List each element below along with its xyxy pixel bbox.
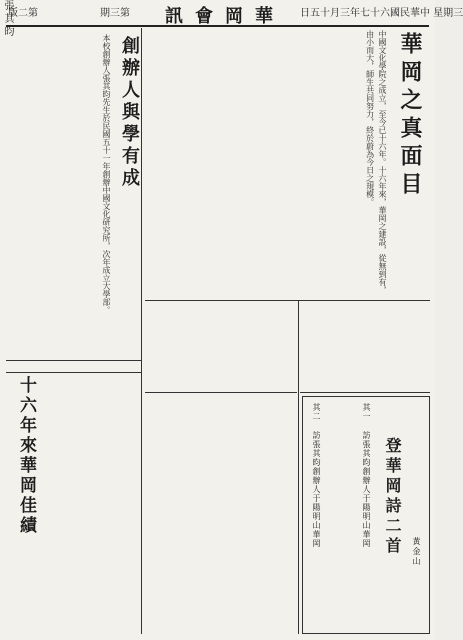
- section-divider: [6, 372, 141, 373]
- section-divider: [145, 392, 297, 393]
- achievement-article-title: 創辦人與學有成: [119, 36, 140, 190]
- poem-two-title: 其二 訪張其昀創辦人于陽明山華岡: [312, 403, 321, 548]
- sidebar-body: [42, 376, 138, 628]
- section-divider: [145, 300, 430, 301]
- achievement-article-intro: 本校創辦人張其昀先生於民國五十一年創辦中國文化研究所，次年成立大學部。: [102, 34, 111, 314]
- sidebar-heading: 十六年來華岡佳績: [16, 376, 36, 536]
- lower-article-body: [148, 396, 294, 632]
- poems-box: [302, 396, 430, 634]
- section-divider: [300, 392, 430, 393]
- poems-author: 黃金山: [412, 537, 421, 567]
- issue-number: 期三第: [100, 8, 130, 19]
- header-rule: [6, 25, 429, 27]
- page-label: 版二第: [8, 8, 38, 19]
- poems-title: 登華岡詩二首: [383, 437, 402, 557]
- publication-date: 日五十月三年七十六國民華中 星期三: [300, 8, 463, 19]
- main-article-intro: 中國文化學院之成立，至今已十六年。十六年來，華岡之建設，從無到有，由小而大，師生共同努力，終於蔚為今日之規模。: [365, 30, 387, 294]
- section-divider: [6, 360, 141, 361]
- main-article-body: [150, 30, 388, 298]
- achievement-article-body: [8, 34, 112, 356]
- main-article-continuation: [303, 304, 427, 390]
- column-rule: [298, 300, 299, 634]
- masthead: 訊會岡華: [165, 6, 285, 27]
- poem-one-title: 其一 訪張其昀創辦人于陽明山華岡: [362, 403, 371, 548]
- main-article-title: 華岡之真面目: [397, 32, 423, 200]
- middle-article-body: [148, 304, 294, 390]
- main-article-author: 張其昀: [2, 0, 13, 39]
